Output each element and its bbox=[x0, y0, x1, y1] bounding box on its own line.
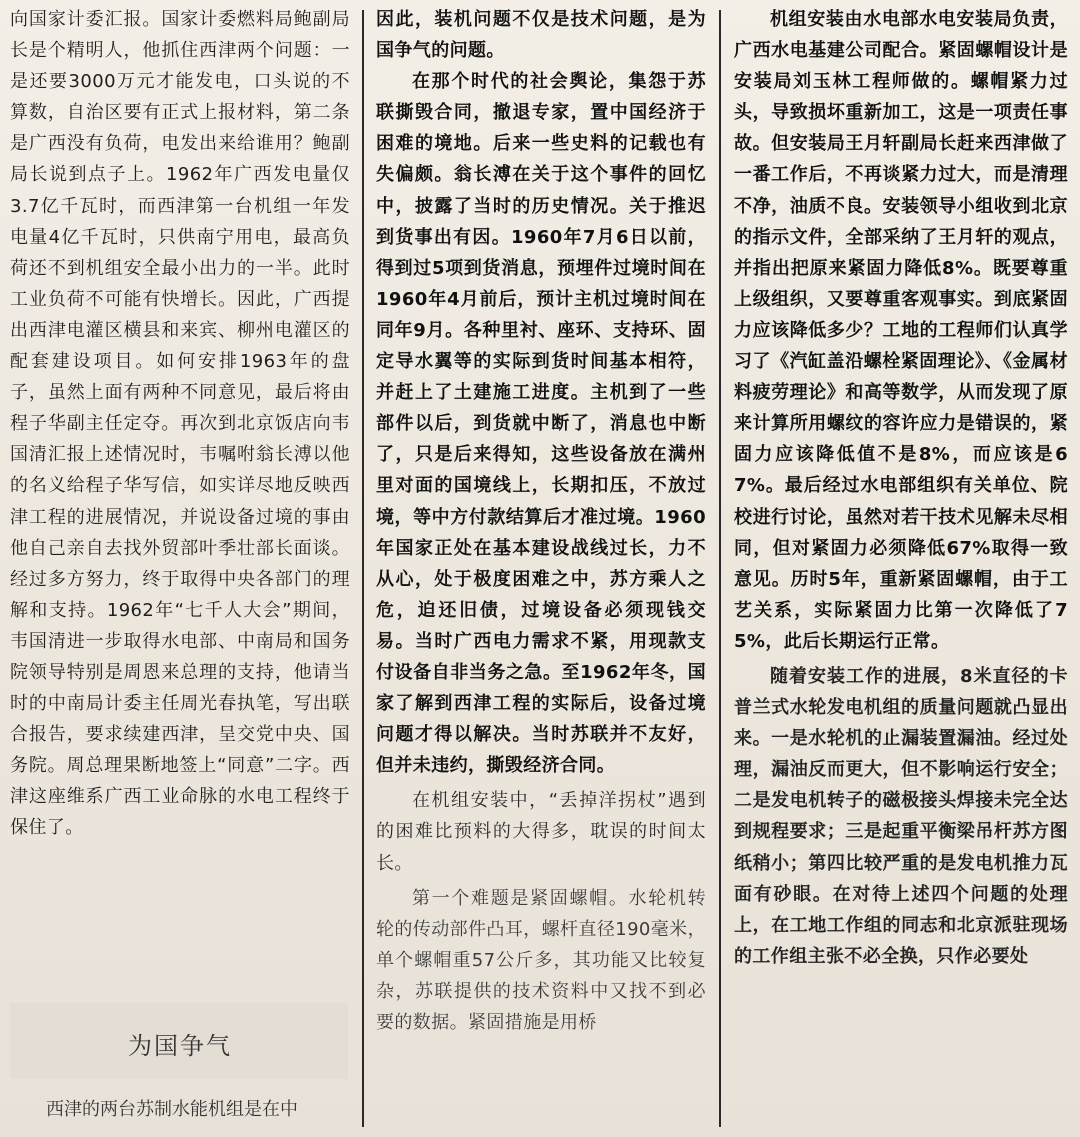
column-3-paragraph-2: 随着安装工作的进展，8米直径的卡普兰式水轮发电机组的质量问题就凸显出来。一是水轮机的止漏装置漏油。经过处理，漏油反而更大，但不影响运行安全；二是发电机转子的磁极接头焊接未完全达到规程要求；三是起重平衡梁吊杆苏方图纸稍小；第四比较严重的是发电机推力瓦面有砂眼。在对待上述四个问题的处理上，在工地工作组的同志和北京派驻现场的工作组主张不必全换，只作必要处 bbox=[734, 665, 1068, 967]
column-1-body bbox=[10, 0, 350, 844]
column-divider-1 bbox=[362, 10, 364, 1127]
column-2-intro bbox=[376, 0, 706, 781]
column-3-paragraph-1: 机组安装由水电部水电安装局负责，广西水电基建公司配合。紧固螺帽设计是安装局刘玉林工程师做的。螺帽紧力过头，导致损坏重新加工，这是一项责任事故。但安装局王月轩副局长赶来西津做了一番工作后，不再谈紧力过大，而是清理不净，油质不良。安装领导小组收到北京的指示文件，全部采纳了王月轩的观点，并指出把原来紧固力降低8%。既要尊重上级组织，又要尊重客观事实。到底紧固力应该降低多少？工地的工程师们认真学习了《汽缸盖沿螺栓紧固理论》、《金属材料疲劳理论》和高等数学，从而发现了原来计算所用螺纹的容许应力是错误的，紧固力应该降低值不是8%，而应该是67%。最后经过水电部组织有关单位、院校进行讨论，虽然对若干技术见解未尽相同，但对紧固力必须降低67%取得一致意见。历时5年，重新紧固螺帽，由于工艺关系，实际紧固力比第一次降低了75%，此后长期运行正常。 bbox=[734, 9, 1068, 652]
column-2-paragraph-4: 第一个难题是紧固螺帽。水轮机转轮的传动部件凸耳，螺杆直径190毫米，单个螺帽重57公斤多，其功能又比较复杂，苏联提供的技术资料中又找不到必要的数据。紧固措施是用桥 bbox=[376, 887, 706, 1033]
column-1-paragraph: 向国家计委汇报。国家计委燃料局鲍副局长是个精明人，他抓住西津两个问题：一是还要3000万元才能发电，口头说的不算数，自治区要有正式上报材料，第二条是广西没有负荷，电发出来给谁用？鲍副局长说到点子上。1962年广西发电量仅3.7亿千瓦时，而西津第一台机组一年发电量4亿千瓦时，只供南宁用电，最高负荷还不到机组安全最小出力的一半。此时工业负荷不可能有快增长。因此，广西提出西津电灌区横县和来宾、柳州电灌区的配套建设项目。如何安排1963年的盘子，虽然上面有两种不同意见，最后将由程子华副主任定夺。再次到北京饭店向韦国清汇报上述情况时，韦嘱咐翁长溥以他的名义给程子华写信，如实详尽地反映西津工程的进展情况，并说设备过境的事由他自己亲自去找外贸部叶季壮部长面谈。经过多方努力，终于取得中央各部门的理解和支持。1962年“七千人大会”期间，韦国清进一步取得水电部、中南局和国务院领导特别是周恩来总理的支持，他请当时的中南局计委主任周光春执笔，写出联合报告，要求续建西津，呈交党中央、国务院。周总理果断地签上“同意”二字。西津这座维系广西工业命脉的水电工程终于保住了。 bbox=[10, 9, 350, 839]
column-divider-2 bbox=[719, 10, 721, 1127]
article-column-1 bbox=[10, 0, 350, 1137]
column-2-paragraph-2: 在那个时代的社会舆论，集怨于苏联撕毁合同，撤退专家，置中国经济于困难的境地。后来一些史料的记载也有失偏颇。翁长溥在关于这个事件的回忆中，披露了当时的历史情况。关于推迟到货事出有因。1960年7月6日以前，得到过5项到货消息，预埋件过境时间在1960年4月前后，预计主机过境时间在同年9月。各种里衬、座环、支持环、固定导水翼等的实际到货时间基本相符，并赶上了土建施工进度。主机到了一些部件以后，到货就中断了，消息也中断了，只是后来得知，这些设备放在满州里对面的国境线上，长期扣压，不放过境，等中方付款结算后才准过境。1960年国家正处在基本建设战线过长，力不从心，处于极度困难之中，苏方乘人之危，迫还旧债，过境设备必须现钱交易。当时广西电力需求不紧，用现款支付设备自非当务之急。至1962年冬，国家了解到西津工程的实际后，设备过境问题才得以解决。当时苏联并不友好，但并未违约，撕毁经济合同。 bbox=[376, 71, 706, 777]
article-column-2 bbox=[376, 0, 706, 1137]
column-1-tail-paragraph: 西津的两台苏制水能机组是在中 bbox=[46, 1099, 298, 1120]
column-2-paragraph-1: 因此，装机问题不仅是技术问题，是为国争气的问题。 bbox=[376, 9, 706, 62]
column-3-lower bbox=[734, 657, 1068, 972]
section-heading: 为国争气 bbox=[128, 1032, 232, 1060]
column-3-body bbox=[734, 0, 1068, 657]
column-2-paragraph-3: 在机组安装中，“丢掉洋拐杖”遇到的困难比预料的大得多，耽误的时间太长。 bbox=[376, 790, 706, 874]
column-1-tail bbox=[10, 1094, 350, 1125]
article-column-3 bbox=[734, 0, 1068, 1137]
column-2-body bbox=[376, 781, 706, 878]
column-2-tail bbox=[376, 879, 706, 1038]
